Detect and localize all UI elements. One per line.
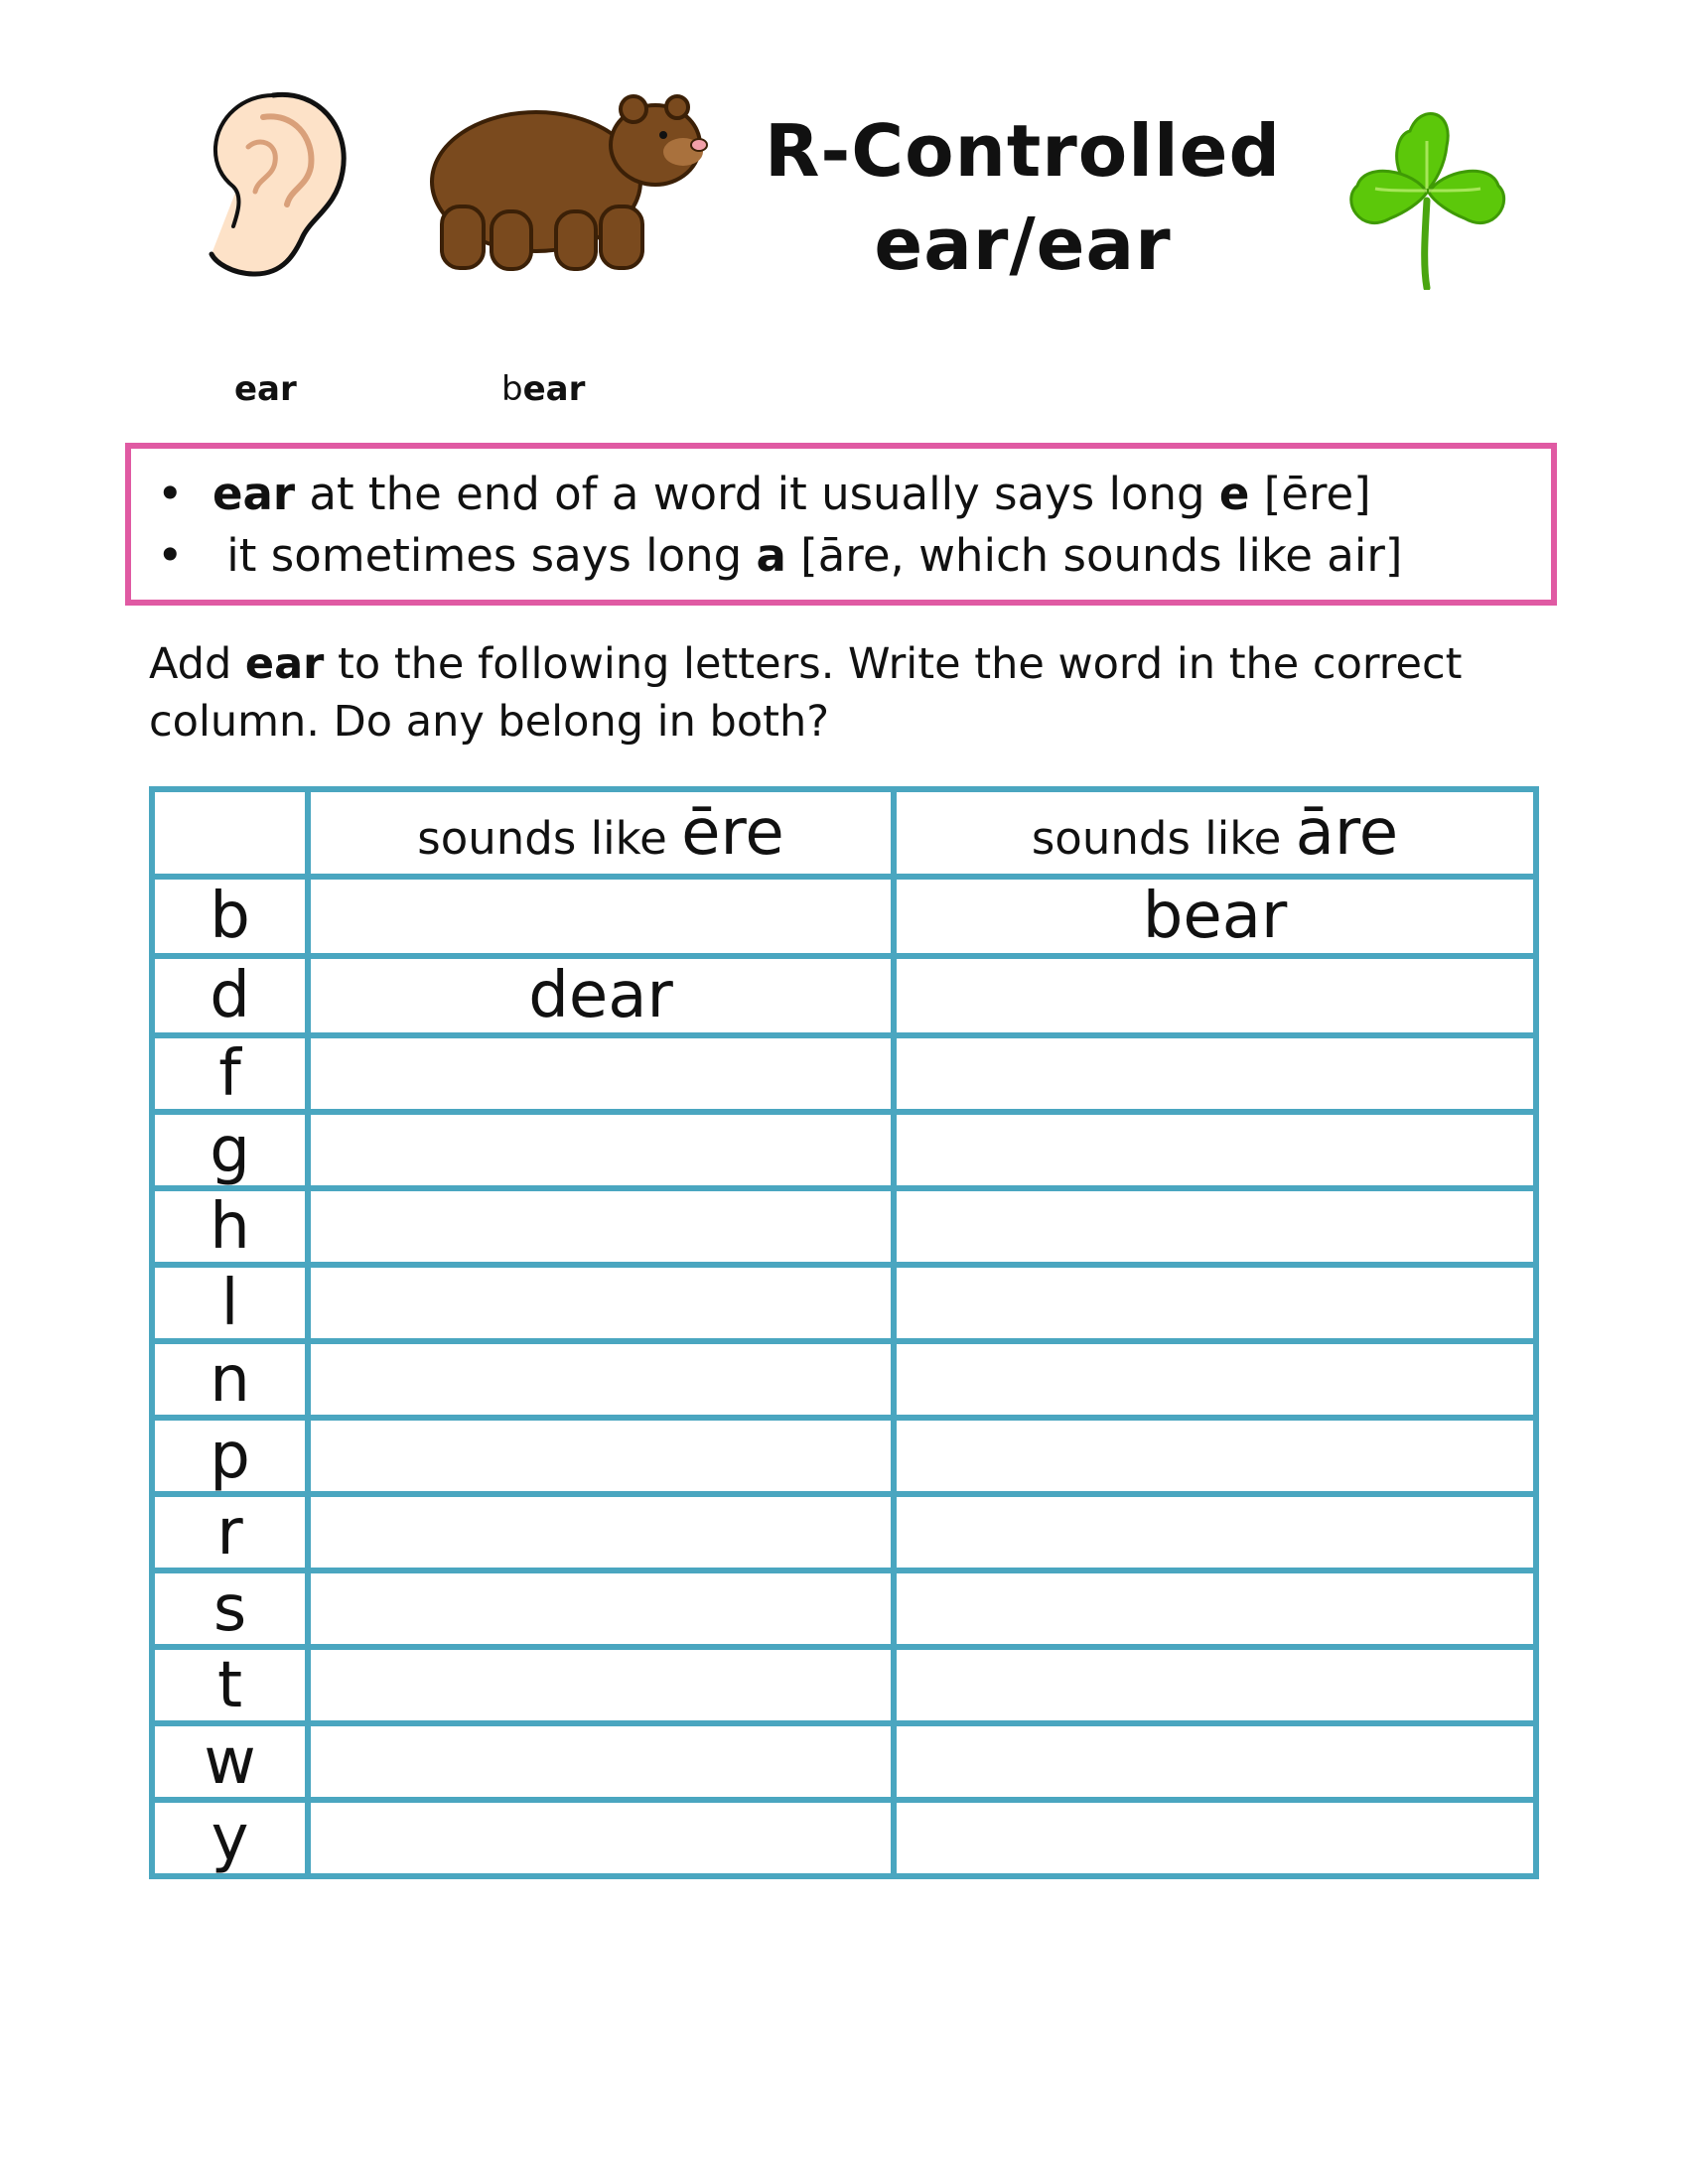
are-answer-cell[interactable]	[894, 1418, 1536, 1494]
letter-cell: t	[152, 1647, 308, 1723]
instructions	[149, 635, 1539, 751]
rule-line-2	[157, 526, 1402, 586]
rule-1-keyword: ear	[212, 468, 296, 520]
table-row	[152, 1112, 1536, 1188]
ere-answer-cell[interactable]	[308, 1800, 894, 1876]
letter-cell: f	[152, 1035, 308, 1112]
letter-cell: b	[152, 877, 308, 956]
bear-illustration	[417, 87, 715, 281]
table-row	[152, 1265, 1536, 1341]
are-answer-cell[interactable]	[894, 1723, 1536, 1800]
header-are-sound: āre	[1295, 796, 1399, 870]
letter-cell: l	[152, 1265, 308, 1341]
are-answer-cell[interactable]	[894, 1035, 1536, 1112]
are-answer-cell[interactable]	[894, 1570, 1536, 1647]
bear-caption-prefix: b	[501, 369, 523, 409]
ere-answer-cell[interactable]: dear	[308, 956, 894, 1035]
bullet-icon: •	[157, 529, 184, 582]
ere-answer-cell[interactable]	[308, 1112, 894, 1188]
header-letter-cell	[152, 789, 308, 877]
ere-answer-cell[interactable]	[308, 1494, 894, 1570]
instructions-prefix: Add	[149, 639, 245, 689]
ere-answer-cell[interactable]	[308, 1188, 894, 1265]
header-ere-prefix: sounds like	[417, 812, 682, 865]
rule-2-sound: [āre, which sounds like air]	[785, 529, 1403, 582]
bear-caption-suffix: ear	[522, 369, 586, 409]
table-row	[152, 1647, 1536, 1723]
bullet-icon: •	[157, 468, 184, 520]
are-answer-cell[interactable]	[894, 1647, 1536, 1723]
letter-cell: h	[152, 1188, 308, 1265]
are-answer-cell[interactable]	[894, 1188, 1536, 1265]
ere-answer-cell[interactable]	[308, 1035, 894, 1112]
ear-caption: ear	[234, 369, 297, 409]
table-row	[152, 1418, 1536, 1494]
ere-answer-cell[interactable]	[308, 1265, 894, 1341]
are-answer-cell[interactable]	[894, 1800, 1536, 1876]
table-row	[152, 1341, 1536, 1418]
ere-answer-cell[interactable]	[308, 1723, 894, 1800]
header-ere-sound: ēre	[681, 796, 784, 870]
page-title	[755, 104, 1291, 291]
table-row	[152, 1800, 1536, 1876]
letter-cell: g	[152, 1112, 308, 1188]
table-row	[152, 1035, 1536, 1112]
ere-answer-cell[interactable]	[308, 1570, 894, 1647]
ere-answer-cell[interactable]	[308, 1647, 894, 1723]
table-row	[152, 1570, 1536, 1647]
table-row	[152, 1188, 1536, 1265]
rules-box	[125, 443, 1557, 606]
table-row	[152, 877, 1536, 956]
are-answer-cell[interactable]: bear	[894, 877, 1536, 956]
title-line-1: R-Controlled	[764, 109, 1281, 193]
letter-cell: r	[152, 1494, 308, 1570]
title-line-2: ear/ear	[874, 203, 1172, 286]
table-row	[152, 1723, 1536, 1800]
are-answer-cell[interactable]	[894, 1265, 1536, 1341]
letter-cell: s	[152, 1570, 308, 1647]
table-header-row	[152, 789, 1536, 877]
are-answer-cell[interactable]	[894, 1494, 1536, 1570]
header-ere-column	[308, 789, 894, 877]
letter-cell: y	[152, 1800, 308, 1876]
letter-cell: w	[152, 1723, 308, 1800]
ere-answer-cell[interactable]	[308, 877, 894, 956]
are-answer-cell[interactable]	[894, 1112, 1536, 1188]
shamrock-illustration	[1336, 91, 1519, 290]
header-are-prefix: sounds like	[1031, 812, 1296, 865]
table-row	[152, 956, 1536, 1035]
instructions-suffix: to the following letters. Write the word in the correct column. Do any belong in both?	[149, 639, 1463, 747]
letter-cell: p	[152, 1418, 308, 1494]
rule-line-1	[157, 465, 1371, 524]
table-row	[152, 1494, 1536, 1570]
bear-caption	[501, 369, 585, 409]
instructions-keyword: ear	[244, 639, 325, 689]
rule-1-text: at the end of a word it usually says long	[295, 468, 1219, 520]
ere-answer-cell[interactable]	[308, 1341, 894, 1418]
ear-illustration	[204, 87, 352, 281]
word-sort-table	[149, 786, 1533, 1879]
rule-2-text: it sometimes says long	[212, 529, 757, 582]
rule-1-letter: e	[1218, 468, 1250, 520]
ere-answer-cell[interactable]	[308, 1418, 894, 1494]
letter-cell: n	[152, 1341, 308, 1418]
header-are-column	[894, 789, 1536, 877]
rule-2-letter: a	[756, 529, 786, 582]
rule-1-sound: [ēre]	[1249, 468, 1371, 520]
are-answer-cell[interactable]	[894, 956, 1536, 1035]
are-answer-cell[interactable]	[894, 1341, 1536, 1418]
letter-cell: d	[152, 956, 308, 1035]
